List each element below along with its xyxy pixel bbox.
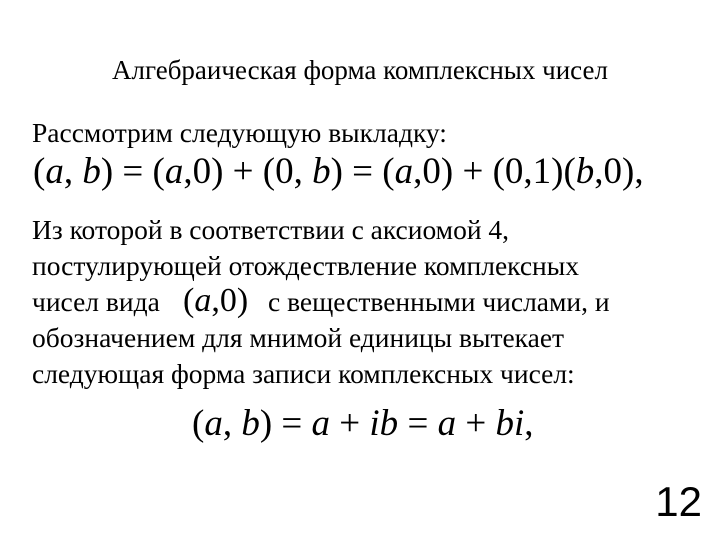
paragraph-line-4: обозначением для мнимой единицы вытекает — [32, 322, 565, 353]
paragraph-line-2: постулирующей отождествление комплексных — [32, 250, 579, 281]
intro-text: Рассмотрим следующую выкладку: — [32, 117, 447, 148]
formula-algebraic-form-text: (a, b) = a + ib = a + bi, — [192, 403, 534, 444]
inline-formula-a0: (a,0) — [183, 282, 249, 319]
paragraph-line-1: Из которой в соответствии с аксиомой 4, — [32, 214, 510, 245]
slide-title: Алгебраическая форма комплексных чисел — [112, 55, 608, 85]
page-number: 12 — [655, 478, 702, 525]
paragraph-line-3-before: чисел вида — [32, 286, 160, 317]
paragraph-line-3-after: с вещественными числами, и — [268, 286, 610, 317]
formula-algebraic-form — [192, 402, 533, 446]
formula-decomposition-text: (a, b) = (a,0) + (0, b) = (a,0) + (0,1)(b,0), — [33, 151, 644, 192]
formula-decomposition — [33, 150, 644, 194]
paragraph-line-5: следующая форма записи комплексных чисел: — [32, 358, 575, 389]
